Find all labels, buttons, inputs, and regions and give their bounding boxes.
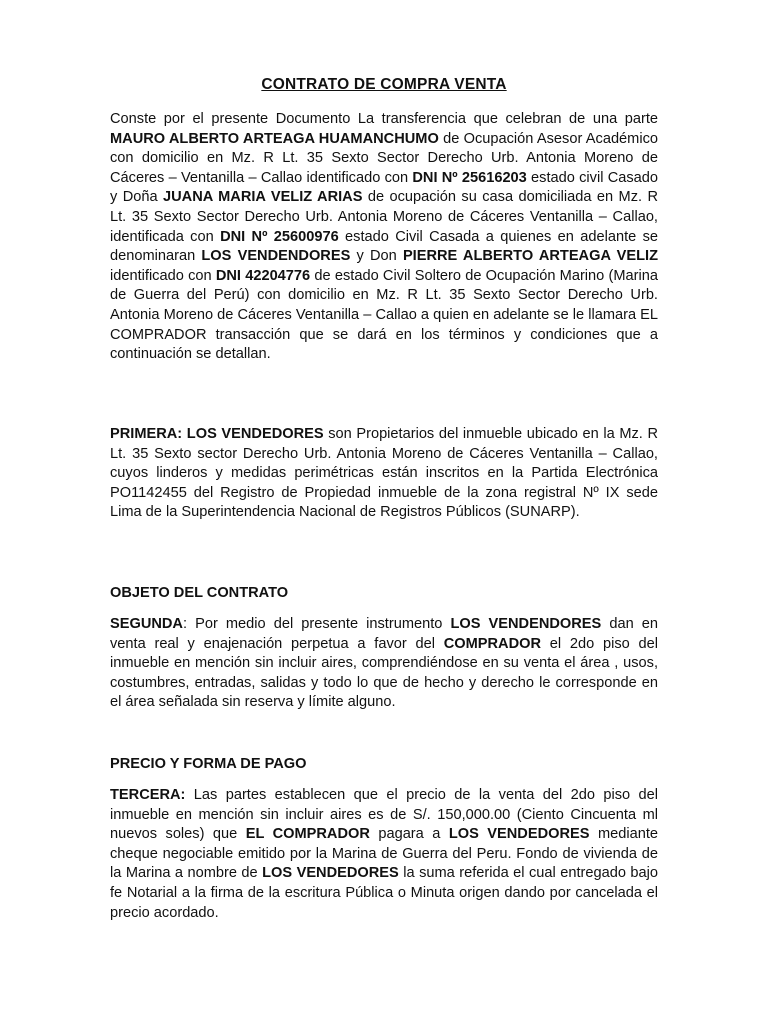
intro-text-3: estado civil Casado y Doña [110,169,658,206]
seller-2-name: JUANA MARIA VELIZ ARIAS [163,189,363,206]
tercera-text-1: Las partes establecen que el precio de la venta del 2do piso del inmueble en mención sin incluir aires es de S/. 150,000.00 (Ciento Cincuenta ml nuevos soles) que [110,787,658,843]
seller-1-name: MAURO ALBERTO ARTEAGA HUAMANCHUMO [110,130,439,147]
heading-precio: PRECIO Y FORMA DE PAGO [110,756,307,772]
clause-tercera [110,786,658,923]
intro-text-7: identificado con [110,267,216,284]
segunda-text-1: : Por medio del presente instrumento [182,616,451,632]
intro-text-1: Conste por el presente Documento La transferencia que celebran de una parte [110,111,658,127]
intro-text-6: y Don [350,248,403,265]
buyer-name: PIERRE ALBERTO ARTEAGA VELIZ [402,248,658,265]
intro-text-5: estado Civil Casada a quienes en adelante se denominaran [110,228,658,265]
heading-objeto: OBJETO DEL CONTRATO [110,585,289,601]
tercera-text-4: la suma referida el cual entregado bajo fe Notarial a la firma de la escritura Pública o Minuta origen dando por cancelada el precio acordado. [110,865,659,921]
primera-label: PRIMERA: [110,426,183,442]
tercera-buyer: EL COMPRADOR [245,826,370,843]
segunda-text-3: el 2do piso del inmueble en mención sin incluir aires, comprendiéndose en su venta el área , usos, costumbres, entradas, salidas y todo lo que de hecho y derecho le corresponde en el área señalada sin reserva y límite alguno. [110,635,658,711]
segunda-buyer: COMPRADOR [443,635,542,652]
intro-text-4: de ocupación su casa domiciliada en Mz. R Lt. 35 Sexto Sector Derecho Urb. Antonia Moreno de Cáceres Ventanilla – Callao, identificada con [110,189,658,245]
sellers-label: LOS VENDENDORES [201,248,351,265]
intro-text-8: de estado Civil Soltero de Ocupación Marino (Marina de Guerra del Perú) con domicilio en Mz. R Lt. 35 Sexto Sector Derecho Urb. Antonia Moreno de Cáceres Ventanilla – Callao a quien en adelante se le llamara EL COMPRADOR transacción que se dará en los términos y condiciones que a continuación se detallan. [110,267,658,363]
tercera-text-2: pagara a [369,826,449,843]
tercera-sellers-2: LOS VENDEDORES [262,865,399,882]
intro-text-2: de Ocupación Asesor Académico con domicilio en Mz. R Lt. 35 Sexto Sector Derecho Urb. Antonia Moreno de Cáceres – Ventanilla – Callao identificado con [110,130,658,186]
segunda-sellers: LOS VENDENDORES [450,616,602,632]
segunda-text-2: dan en venta real y enajenación perpetua a favor del [110,616,658,652]
tercera-label: TERCERA: [110,787,186,803]
primera-text: son Propietarios del inmueble ubicado en la Mz. R Lt. 35 Sexto sector Derecho Urb. Antonia Moreno de Cáceres Ventanilla – Callao, cuyos linderos y medidas perimétricas están inscritos en la Partida Electrónica PO1142455 del Registro de Propiedad inmueble de la zona registral Nº IX sede Lima de la Superintendencia Nacional de Registros Públicos (SUNARP). [110,426,658,521]
document-title: CONTRATO DE COMPRA VENTA [261,76,507,93]
tercera-sellers: LOS VENDEDORES [448,826,590,843]
primera-sellers: LOS VENDEDORES [186,426,324,442]
seller-1-dni: DNI Nº 25616203 [412,169,527,186]
segunda-label: SEGUNDA [110,616,183,632]
intro-paragraph [110,110,658,365]
clause-primera [110,425,658,523]
tercera-text-3: mediante cheque negociable emitido por la Marina de Guerra del Peru. Fondo de vivienda de la Marina a nombre de [110,826,658,882]
seller-2-dni: DNI Nº 25600976 [220,228,339,245]
clause-segunda [110,615,658,713]
buyer-dni: DNI 42204776 [215,267,311,284]
